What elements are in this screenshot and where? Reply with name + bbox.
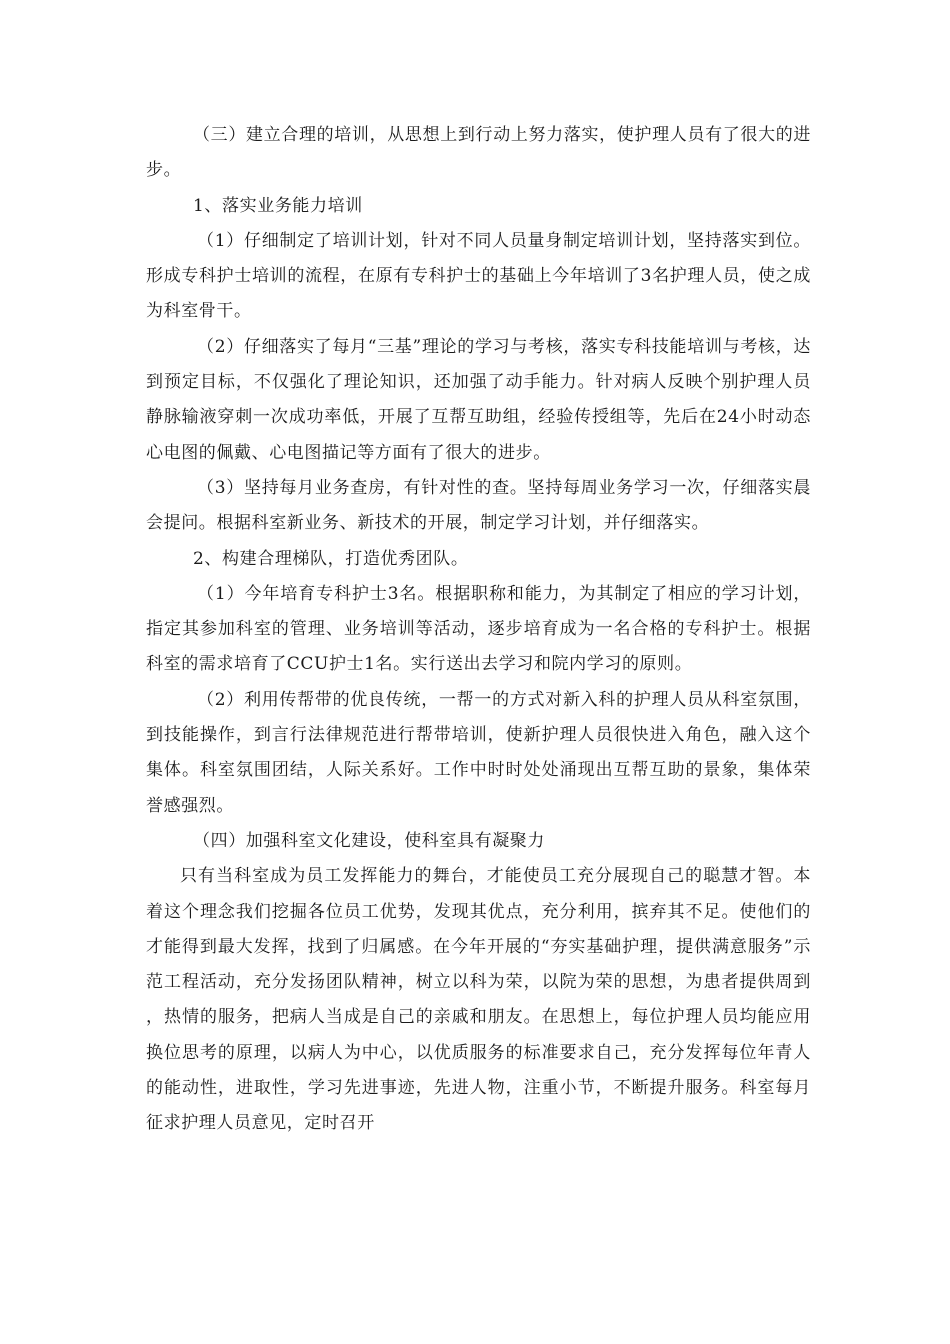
document-body: [146, 118, 811, 1142]
paragraph-sanji-assessment: （2）仔细落实了每月“三基”理论的学习与考核，落实专科技能培训与考核，达到预定目标，不仅强化了理论知识，还加强了动手能力。针对病人反映个别护理人员静脉输液穿刺一次成功率低，开展了互帮互助组，经验传授组等，先后在24小时动态心电图的佩戴、心电图描记等方面有了很大的进步。: [146, 336, 811, 463]
subheading-team-building: 2、构建合理梯队，打造优秀团队。: [193, 548, 469, 569]
paragraph-training-plan: （1）仔细制定了培训计划，针对不同人员量身制定培训计划，坚持落实到位。形成专科护士培训的流程，在原有专科护士的基础上今年培训了3名护理人员，使之成为科室骨干。: [146, 230, 811, 322]
section-heading-three: （三）建立合理的培训，从思想上到行动上努力落实，使护理人员有了很大的进步。: [146, 125, 811, 181]
paragraph-ward-rounds: （3）坚持每月业务查房，有针对性的查。坚持每周业务学习一次，仔细落实晨会提问。根据科室新业务、新技术的开展，制定学习计划，并仔细落实。: [146, 477, 811, 534]
paragraph-mentoring: （2）利用传帮带的优良传统，一帮一的方式对新入科的护理人员从科室氛围，到技能操作，到言行法律规范进行帮带培训，使新护理人员很快进入角色，融入这个集体。科室氛围团结，人际关系好。工作中时时处处涌现出互帮互助的景象，集体荣誉感强烈。: [146, 689, 811, 816]
subheading-business-training: 1、落实业务能力培训: [193, 195, 363, 216]
paragraph-department-culture: 只有当科室成为员工发挥能力的舞台，才能使员工充分展现自己的聪慧才智。本着这个理念我们挖掘各位员工优势，发现其优点，充分利用，摈弃其不足。使他们的才能得到最大发挥，找到了归属感。在今年开展的“夯实基础护理，提供满意服务”示范工程活动，充分发扬团队精神，树立以科为荣，以院为荣的思想，为患者提供周到，热情的服务，把病人当成是自己的亲戚和朋友。在思想上，每位护理人员均能应用换位思考的原理，以病人为中心，以优质服务的标准要求自己，充分发挥每位年青人的能动性，进取性，学习先进事迹，先进人物，注重小节，不断提升服务。科室每月征求护理人员意见，定时召开: [146, 866, 811, 1134]
section-heading-four: （四）加强科室文化建设，使科室具有凝聚力: [193, 830, 545, 851]
paragraph-specialist-nurses: （1）今年培育专科护士3名。根据职称和能力，为其制定了相应的学习计划，指定其参加科室的管理、业务培训等活动，逐步培育成为一名合格的专科护士。根据科室的需求培育了CCU护士1名。实行送出去学习和院内学习的原则。: [146, 583, 811, 675]
